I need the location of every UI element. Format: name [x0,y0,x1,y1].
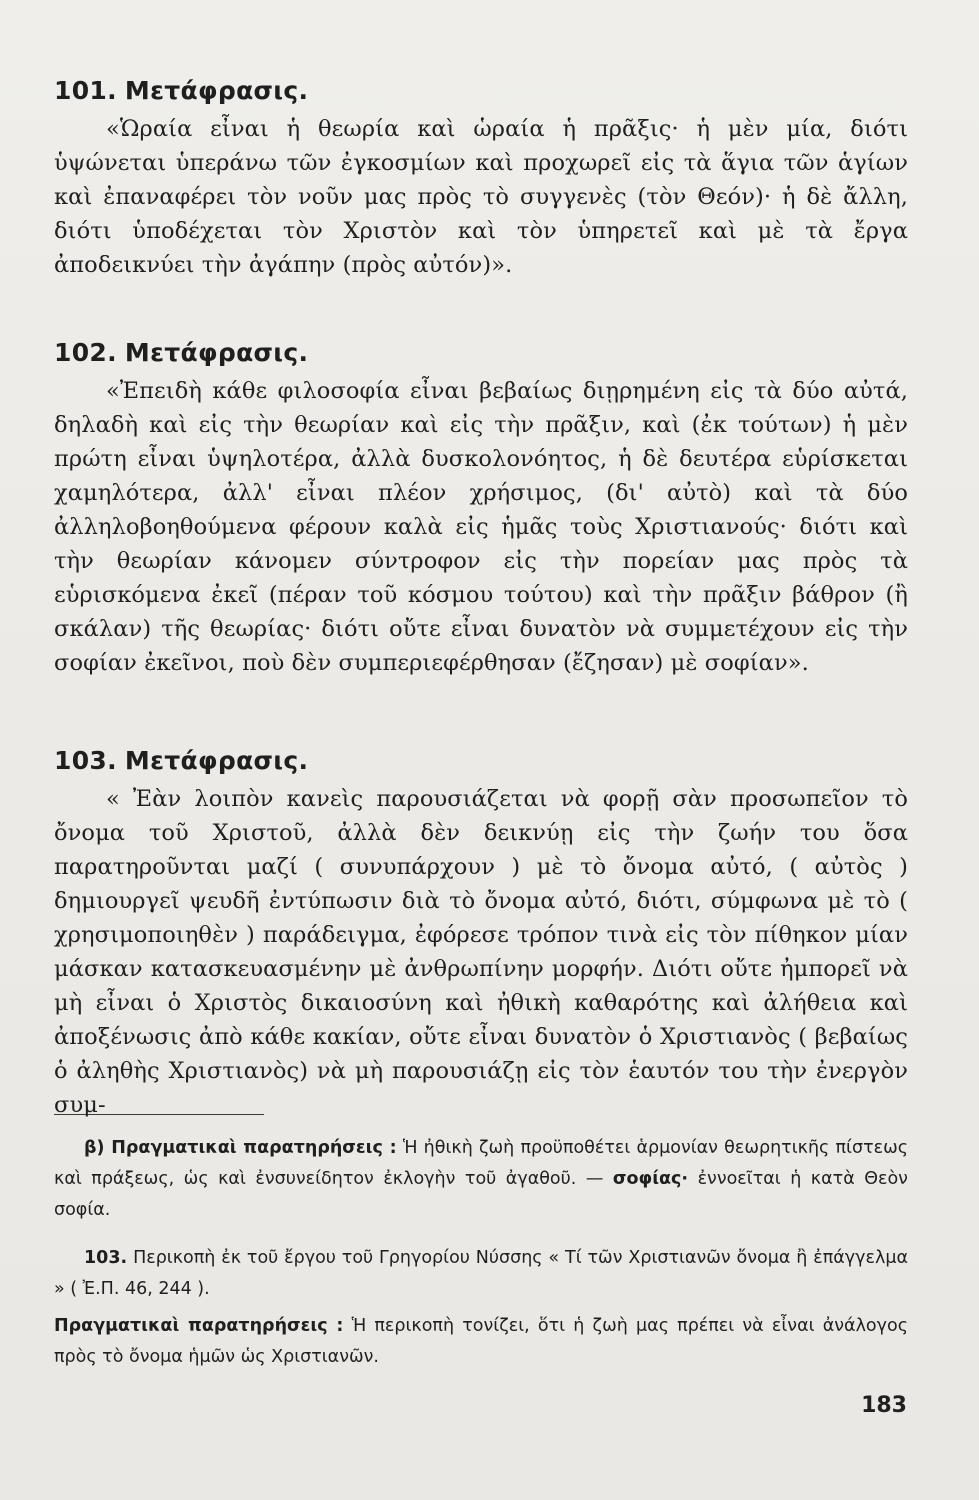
section-text: « Ἐὰν λοιπὸν κανεὶς παρουσιάζεται νὰ φορῇ σὰν προσωπεῖον τὸ ὄνομα τοῦ Χριστοῦ, ἀλλὰ δὲν δεικνύῃ εἰς τὴν ζωήν του ὅσα παρατηροῦνται μαζί ( συνυπάρχουν ) μὲ τὸ ὄνομα αὐτό, ( αὐτὸς ) δημιουργεῖ ψευδῆ ἐντύπωσιν διὰ τὸ ὄνομα αὐτό, διότι, σύμφωνα μὲ τὸ ( χρησιμοποιηθὲν ) παράδειγμα, ἐφόρεσε τρόπον τινὰ εἰς τὸν πίθηκον μίαν μάσκαν κατασκευασμένην μὲ ἀνθρωπίνην μορφήν. Διότι οὔτε ἠμπορεῖ νὰ μὴ εἶναι ὁ Χριστὸς δικαιοσύνη καὶ ἠθικὴ καθαρότης καὶ ἀλήθεια καὶ ἀποξένωσις ἀπὸ κάθε κακίαν, οὔτε εἶναι δυνατὸν ὁ Χριστιανὸς ( βεβαίως ὁ ἀληθὴς Χριστιανὸς) νὰ μὴ παρουσιάζῃ εἰς τὸν ἑαυτόν του τὴν ἐνεργὸν συμ- [54,786,908,1118]
footnote-number: 103. [84,1248,128,1268]
footnote-b [54,1133,908,1229]
section-102 [54,338,908,746]
page-content [54,76,908,1373]
footnote-text: Ἡ ἠθικὴ ζωὴ προϋποθέτει ἁρμονίαν θεωρητικῆς πίστεως καὶ πράξεως, ὡς καὶ ἐνσυνείδητον ἐκλογὴν τοῦ ἀγαθοῦ. — [54,1138,908,1189]
section-heading [54,746,908,776]
footnote-label: β) Πραγματικαὶ παρατηρήσεις : [84,1138,397,1158]
page-number: 183 [861,1393,907,1418]
section-title: Μετάφρασις. [124,746,309,775]
section-103 [54,746,908,1118]
section-number: 102. [54,338,117,367]
footnote-term: σοφίας· [612,1169,689,1189]
section-title: Μετάφρασις. [124,76,309,105]
footnote-term-text: ἐννοεῖται ἡ κατὰ Θεὸν σοφία. [54,1169,908,1220]
section-heading [54,76,908,106]
section-101 [54,76,908,338]
footnote-text: Ἡ περικοπὴ τονίζει, ὅτι ἡ ζωὴ μας πρέπει νὰ εἶναι ἀνάλογος πρὸς τὸ ὄνομα ἡμῶν ὡς Χριστιανῶν. [54,1316,908,1367]
section-number: 101. [54,76,117,105]
section-text: «Ἐπειδὴ κάθε φιλοσοφία εἶναι βεβαίως διῃρημένη εἰς τὰ δύο αὐτά, δηλαδὴ καὶ εἰς τὴν θεωρίαν καὶ εἰς τὴν πρᾶξιν, καὶ (ἐκ τούτων) ἡ μὲν πρώτη εἶναι ὑψηλοτέρα, ἀλλὰ δυσκολονόητος, ἡ δὲ δευτέρα εὑρίσκεται χαμηλότερα, ἀλλ' εἶναι πλέον χρήσιμος, (δι' αὐτὸ) καὶ τὰ δύο ἀλληλοβοηθούμενα φέρουν καλὰ εἰς ἡμᾶς τοὺς Χριστιανούς· διότι καὶ τὴν θεωρίαν κάνομεν σύντροφον εἰς τὴν πορείαν μας πρὸς τὰ εὑρισκόμενα ἐκεῖ (πέραν τοῦ κόσμου τούτου) καὶ τὴν πρᾶξιν βάθρον (ἢ σκάλαν) τῆς θεωρίας· διότι οὔτε εἶναι δυνατὸν νὰ συμμετέχουν εἰς τὴν σοφίαν ἐκεῖνοι, ποὺ δὲν συμπεριεφέρθησαν (ἔζησαν) μὲ σοφίαν». [54,378,908,676]
section-number: 103. [54,746,117,775]
footnote-103 [54,1243,908,1305]
footnote-text: Περικοπὴ ἐκ τοῦ ἔργου τοῦ Γρηγορίου Νύσσης « Τί τῶν Χριστιανῶν ὄνομα ἢ ἐπάγγελμα » ( Ἐ.Π. 46, 244 ). [54,1248,908,1299]
section-text: «Ὡραία εἶναι ἡ θεωρία καὶ ὡραία ἡ πρᾶξις· ἡ μὲν μία, διότι ὑψώνεται ὑπεράνω τῶν ἐγκοσμίων καὶ προχωρεῖ εἰς τὰ ἅγια τῶν ἁγίων καὶ ἐπαναφέρει τὸν νοῦν μας πρὸς τὸ συγγενὲς (τὸν Θεόν)· ἡ δὲ ἄλλη, διότι ὑποδέχεται τὸν Χριστὸν καὶ τὸν ὑπηρετεῖ καὶ μὲ τὰ ἔργα ἀποδεικνύει τὴν ἀγάπην (πρὸς αὐτόν)». [54,116,908,278]
footnote-practical-remarks [54,1311,908,1373]
section-title: Μετάφρασις. [124,338,309,367]
section-heading [54,338,908,368]
footnote-label: Πραγματικαὶ παρατηρήσεις : [54,1316,344,1336]
